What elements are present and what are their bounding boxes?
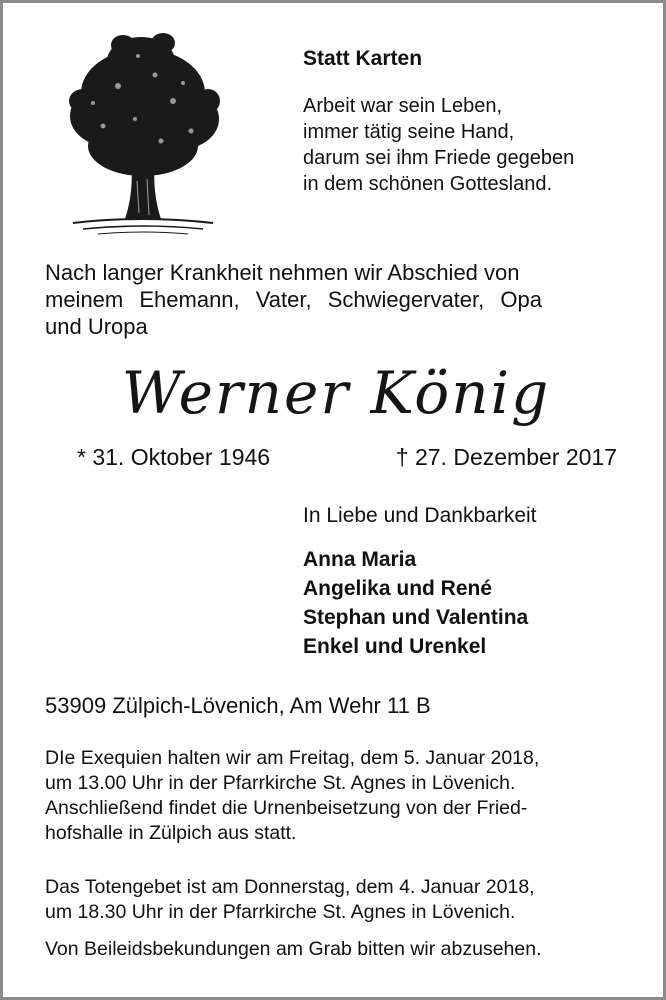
- verse-line: in dem schönen Gottesland.: [303, 173, 553, 195]
- intro-text: [45, 259, 629, 340]
- family-list: [303, 545, 528, 661]
- notice-line: um 13.00 Uhr in der Pfarrkirche St. Agnes in Lövenich.: [45, 772, 516, 794]
- notice-line: um 18.30 Uhr in der Pfarrkirche St. Agnes in Lövenich.: [45, 901, 516, 923]
- death-date: † 27. Dezember 2017: [395, 444, 617, 470]
- birth-date: * 31. Oktober 1946: [77, 444, 271, 470]
- family-member: Anna Maria: [303, 548, 417, 571]
- prayer-notice: [45, 875, 629, 925]
- intro-line: [45, 259, 629, 286]
- header-text: [303, 47, 643, 197]
- verse-line: darum sei ihm Friede gegeben: [303, 147, 575, 169]
- tree-icon: [63, 31, 223, 236]
- exequies-notice: [45, 746, 629, 846]
- verse-line: immer tätig seine Hand,: [303, 121, 515, 143]
- notice-line: Anschließend findet die Urnenbeisetzung von der Fried-: [45, 797, 528, 819]
- intro-line: und Uropa: [45, 314, 148, 339]
- notice-line: DIe Exequien halten wir am Freitag, dem 5. Januar 2018,: [45, 747, 540, 769]
- life-dates: [77, 443, 617, 471]
- intro-line-text: Nach langer Krankheit nehmen wir Abschied von: [45, 260, 520, 285]
- notice-line: Von Beileidsbekundungen am Grab bitten wir abzusehen.: [45, 938, 542, 960]
- family-member: Angelika und René: [303, 577, 493, 600]
- condolences-notice: [45, 937, 629, 962]
- verse-line: Arbeit war sein Leben,: [303, 95, 503, 117]
- closing-phrase: In Liebe und Dankbarkeit: [303, 504, 537, 527]
- family-member: Enkel und Urenkel: [303, 635, 487, 658]
- notice-line: hofshalle in Zülpich aus statt.: [45, 822, 297, 844]
- verse: [303, 93, 643, 197]
- address: 53909 Zülpich-Lövenich, Am Wehr 11 B: [45, 693, 431, 718]
- intro-line: meinem Ehemann, Vater, Schwiegervater, Opa: [45, 287, 542, 312]
- deceased-name: Werner König: [121, 359, 551, 427]
- family-member: Stephan und Valentina: [303, 606, 529, 629]
- notice-line: Das Totengebet ist am Donnerstag, dem 4. Januar 2018,: [45, 876, 535, 898]
- statt-karten-heading: Statt Karten: [303, 47, 423, 70]
